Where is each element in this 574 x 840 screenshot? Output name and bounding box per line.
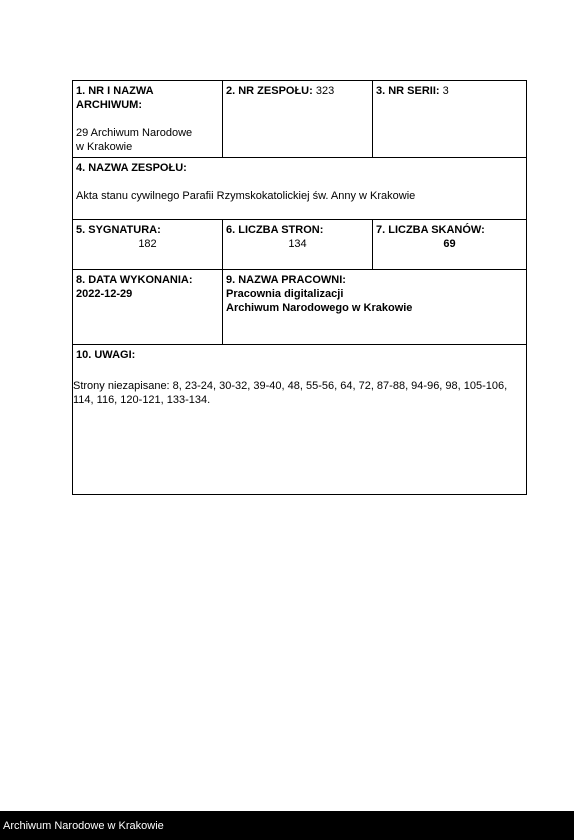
scan-count-value: 69 — [443, 238, 456, 250]
signature-label: 5. SYGNATURA: — [76, 224, 161, 236]
footer-bar — [0, 811, 574, 840]
workshop-cell — [223, 270, 527, 345]
archive-name-line2: w Krakowie — [76, 141, 133, 153]
workshop-name-line2: Archiwum Narodowego w Krakowie — [226, 302, 413, 314]
scan-count-label: 7. LICZBA SKANÓW: — [376, 224, 485, 236]
series-number-cell — [373, 81, 527, 158]
fonds-number-cell — [223, 81, 373, 158]
metadata-form — [72, 80, 526, 495]
remarks-value: Strony niezapisane: 8, 23-24, 30-32, 39-40, 48, 55-56, 64, 72, 87-88, 94-96, 98, 105-106, 114, 116, 120-121, 133-134. — [73, 380, 508, 406]
footer-text: Archiwum Narodowe w Krakowie — [3, 820, 164, 832]
page-count-value: 134 — [288, 238, 307, 250]
workshop-name-line1: Pracownia digitalizacji — [226, 288, 344, 300]
archive-label: 1. NR I NAZWA ARCHIWUM: — [76, 85, 154, 111]
date-label: 8. DATA WYKONANIA: — [76, 274, 193, 286]
page-count-cell — [223, 220, 373, 270]
archive-name-line1: 29 Archiwum Narodowe — [76, 127, 193, 139]
date-value: 2022-12-29 — [76, 288, 133, 300]
workshop-label: 9. NAZWA PRACOWNI: — [226, 274, 346, 286]
metadata-table — [72, 80, 527, 495]
fonds-name-cell — [73, 158, 527, 220]
archive-cell — [73, 81, 223, 158]
signature-cell — [73, 220, 223, 270]
series-number-value: 3 — [439, 85, 449, 97]
fonds-name-value: Akta stanu cywilnego Parafii Rzymskokatolickiej św. Anny w Krakowie — [76, 190, 416, 202]
date-cell — [73, 270, 223, 345]
fonds-number-label: 2. NR ZESPOŁU: — [226, 85, 313, 97]
scan-count-cell — [373, 220, 527, 270]
remarks-cell — [73, 345, 527, 495]
remarks-label: 10. UWAGI: — [76, 349, 136, 361]
page-count-label: 6. LICZBA STRON: — [226, 224, 324, 236]
fonds-name-label: 4. NAZWA ZESPOŁU: — [76, 162, 187, 174]
series-number-label: 3. NR SERII: — [376, 85, 440, 97]
fonds-number-value: 323 — [312, 85, 335, 97]
signature-value: 182 — [138, 238, 157, 250]
